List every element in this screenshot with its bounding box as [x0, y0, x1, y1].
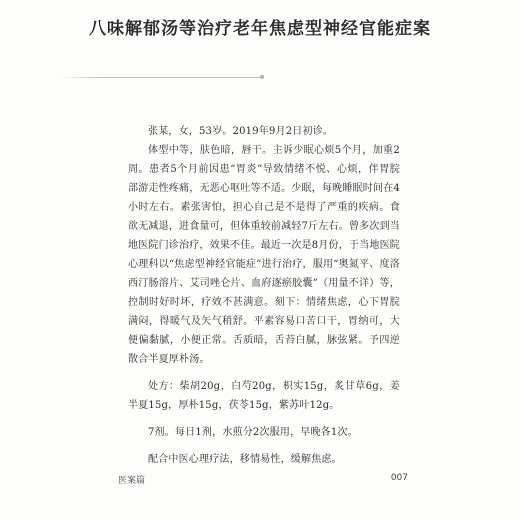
header-rule — [60, 77, 260, 78]
footer-page-number: 007 — [390, 473, 408, 483]
case-body — [128, 122, 400, 469]
therapy-paragraph: 配合中医心理疗法，移情易性，缓解焦虑。 — [148, 454, 342, 465]
prescription-paragraph: 处方：柴胡20g，白芍20g，枳实15g，炙甘草6g，姜半夏15g，厚朴15g，茯苓15g，紫苏叶12g。 — [128, 381, 400, 411]
dosage-paragraph: 7剂。每日1剂，水煎分2次服用，早晚各1次。 — [148, 427, 358, 438]
page-title: 八味解郁汤等治疗老年焦虑型神经官能症案 — [89, 19, 431, 39]
case-history-paragraph: 体型中等，肤色暗，唇干。主诉少眠心烦5个月，加重2周。患者5个月前因患“胃炎”导致情绪不悦、心烦，伴胃脘部游走性疼痛，无恶心呕吐等不适。少眠，每晚睡眠时间在4小时左右。素张害怕，担心自己是不是得了严重的疾病。食欲无减退，进食量可，但体重较前减轻7斤左右。曾多次到当地医院门诊治疗，效果不佳。最近一次是8月份，于当地医院心理科以“焦虑型神经官能症”进行治疗，服用“奥氮平、度洛西汀肠溶片、艾司唑仑片、血府逐瘀胶囊”（用量不详）等，控制时好时坏，疗效不甚满意。刻下：情绪焦虑，心下胃脘满闷，得暖气及矢气稍舒。平素容易口苦口干，胃纳可，大便偏黏腻，小便正常。舌质暗，舌苔白腻，脉弦紧。予四逆散合半夏厚朴汤。 — [128, 145, 400, 365]
footer-section-label: 医案篇 — [118, 476, 146, 486]
case-intro-paragraph: 张某，女，53岁。2019年9月2日初诊。 — [148, 126, 334, 137]
